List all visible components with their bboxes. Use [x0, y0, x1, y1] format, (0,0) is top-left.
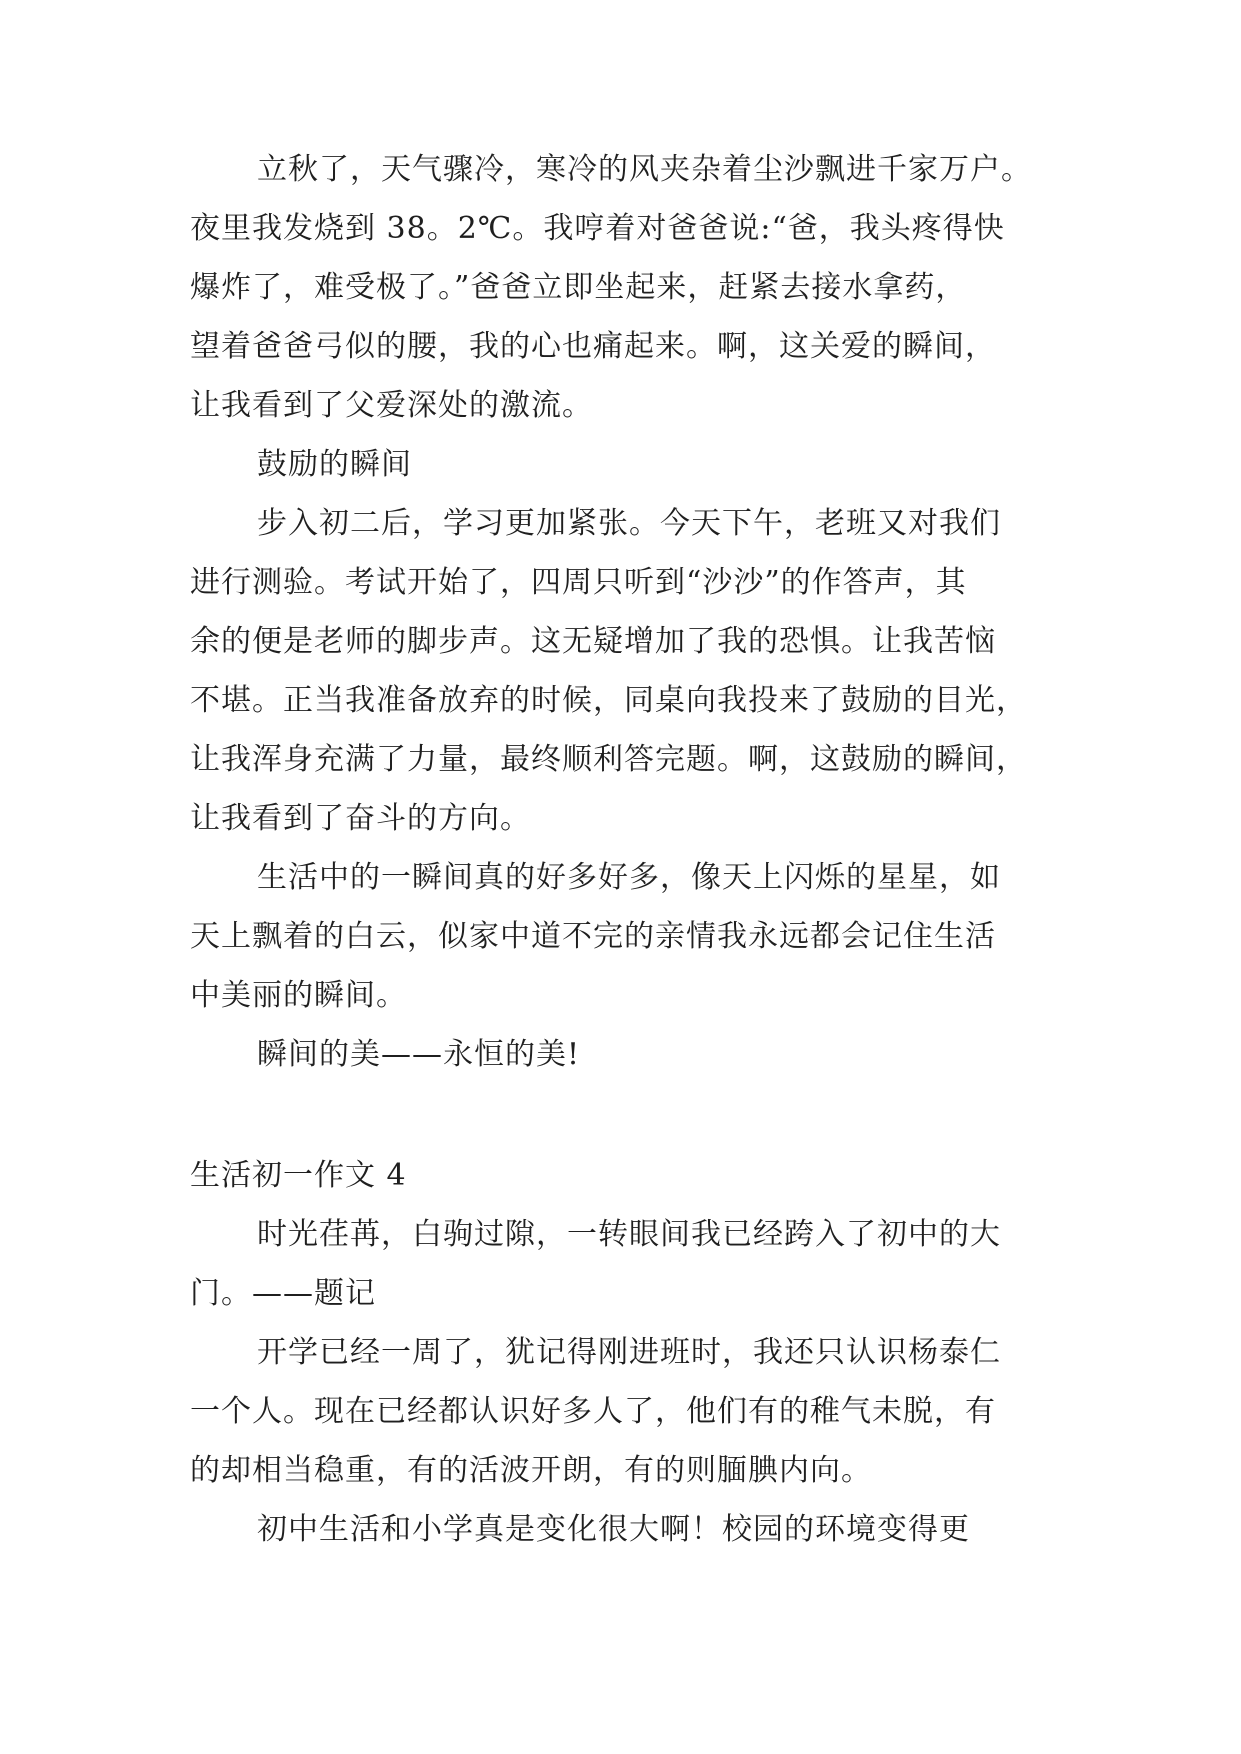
text-line: 时光荏苒，白驹过隙，一转眼间我已经跨入了初中的大 — [257, 1217, 1001, 1252]
text-line: 让我浑身充满了力量，最终顺利答完题。啊，这鼓励的瞬间， — [190, 742, 1027, 777]
text-line: 中美丽的瞬间。 — [190, 978, 407, 1013]
text-line: 夜里我发烧到 38。2℃。我哼着对爸爸说:“爸，我头疼得快 — [190, 211, 1005, 246]
text-line: 进行测验。考试开始了，四周只听到“沙沙”的作答声，其 — [190, 565, 967, 600]
text-line: 步入初二后，学习更加紧张。今天下午，老班又对我们 — [257, 506, 1001, 541]
text-line: 初中生活和小学真是变化很大啊！校园的环境变得更 — [257, 1512, 970, 1547]
text-line: 不堪。正当我准备放弃的时候，同桌向我投来了鼓励的目光， — [190, 683, 1027, 718]
essay-title: 生活初一作文 4 — [190, 1158, 407, 1193]
text-line: 开学已经一周了，犹记得刚进班时，我还只认识杨泰仁 — [257, 1335, 1001, 1370]
text-line: 的却相当稳重，有的活波开朗，有的则腼腆内向。 — [190, 1453, 872, 1488]
text-line: 门。——题记 — [190, 1276, 376, 1311]
text-line: 爆炸了，难受极了。”爸爸立即坐起来，赶紧去接水拿药， — [190, 270, 967, 305]
text-line: 余的便是老师的脚步声。这无疑增加了我的恐惧。让我苦恼 — [190, 624, 996, 659]
section-heading: 鼓励的瞬间 — [257, 447, 412, 482]
text-line: 让我看到了父爱深处的激流。 — [190, 388, 593, 423]
text-line: 让我看到了奋斗的方向。 — [190, 801, 531, 836]
text-line: 生活中的一瞬间真的好多好多，像天上闪烁的星星，如 — [257, 860, 1001, 895]
text-line: 瞬间的美——永恒的美! — [257, 1037, 581, 1072]
text-line: 一个人。现在已经都认识好多人了，他们有的稚气未脱，有 — [190, 1394, 996, 1429]
text-line: 天上飘着的白云，似家中道不完的亲情我永远都会记住生活 — [190, 919, 996, 954]
text-line: 立秋了，天气骤冷，寒冷的风夹杂着尘沙飘进千家万户。 — [257, 152, 1032, 187]
text-line: 望着爸爸弓似的腰，我的心也痛起来。啊，这关爱的瞬间， — [190, 329, 996, 364]
